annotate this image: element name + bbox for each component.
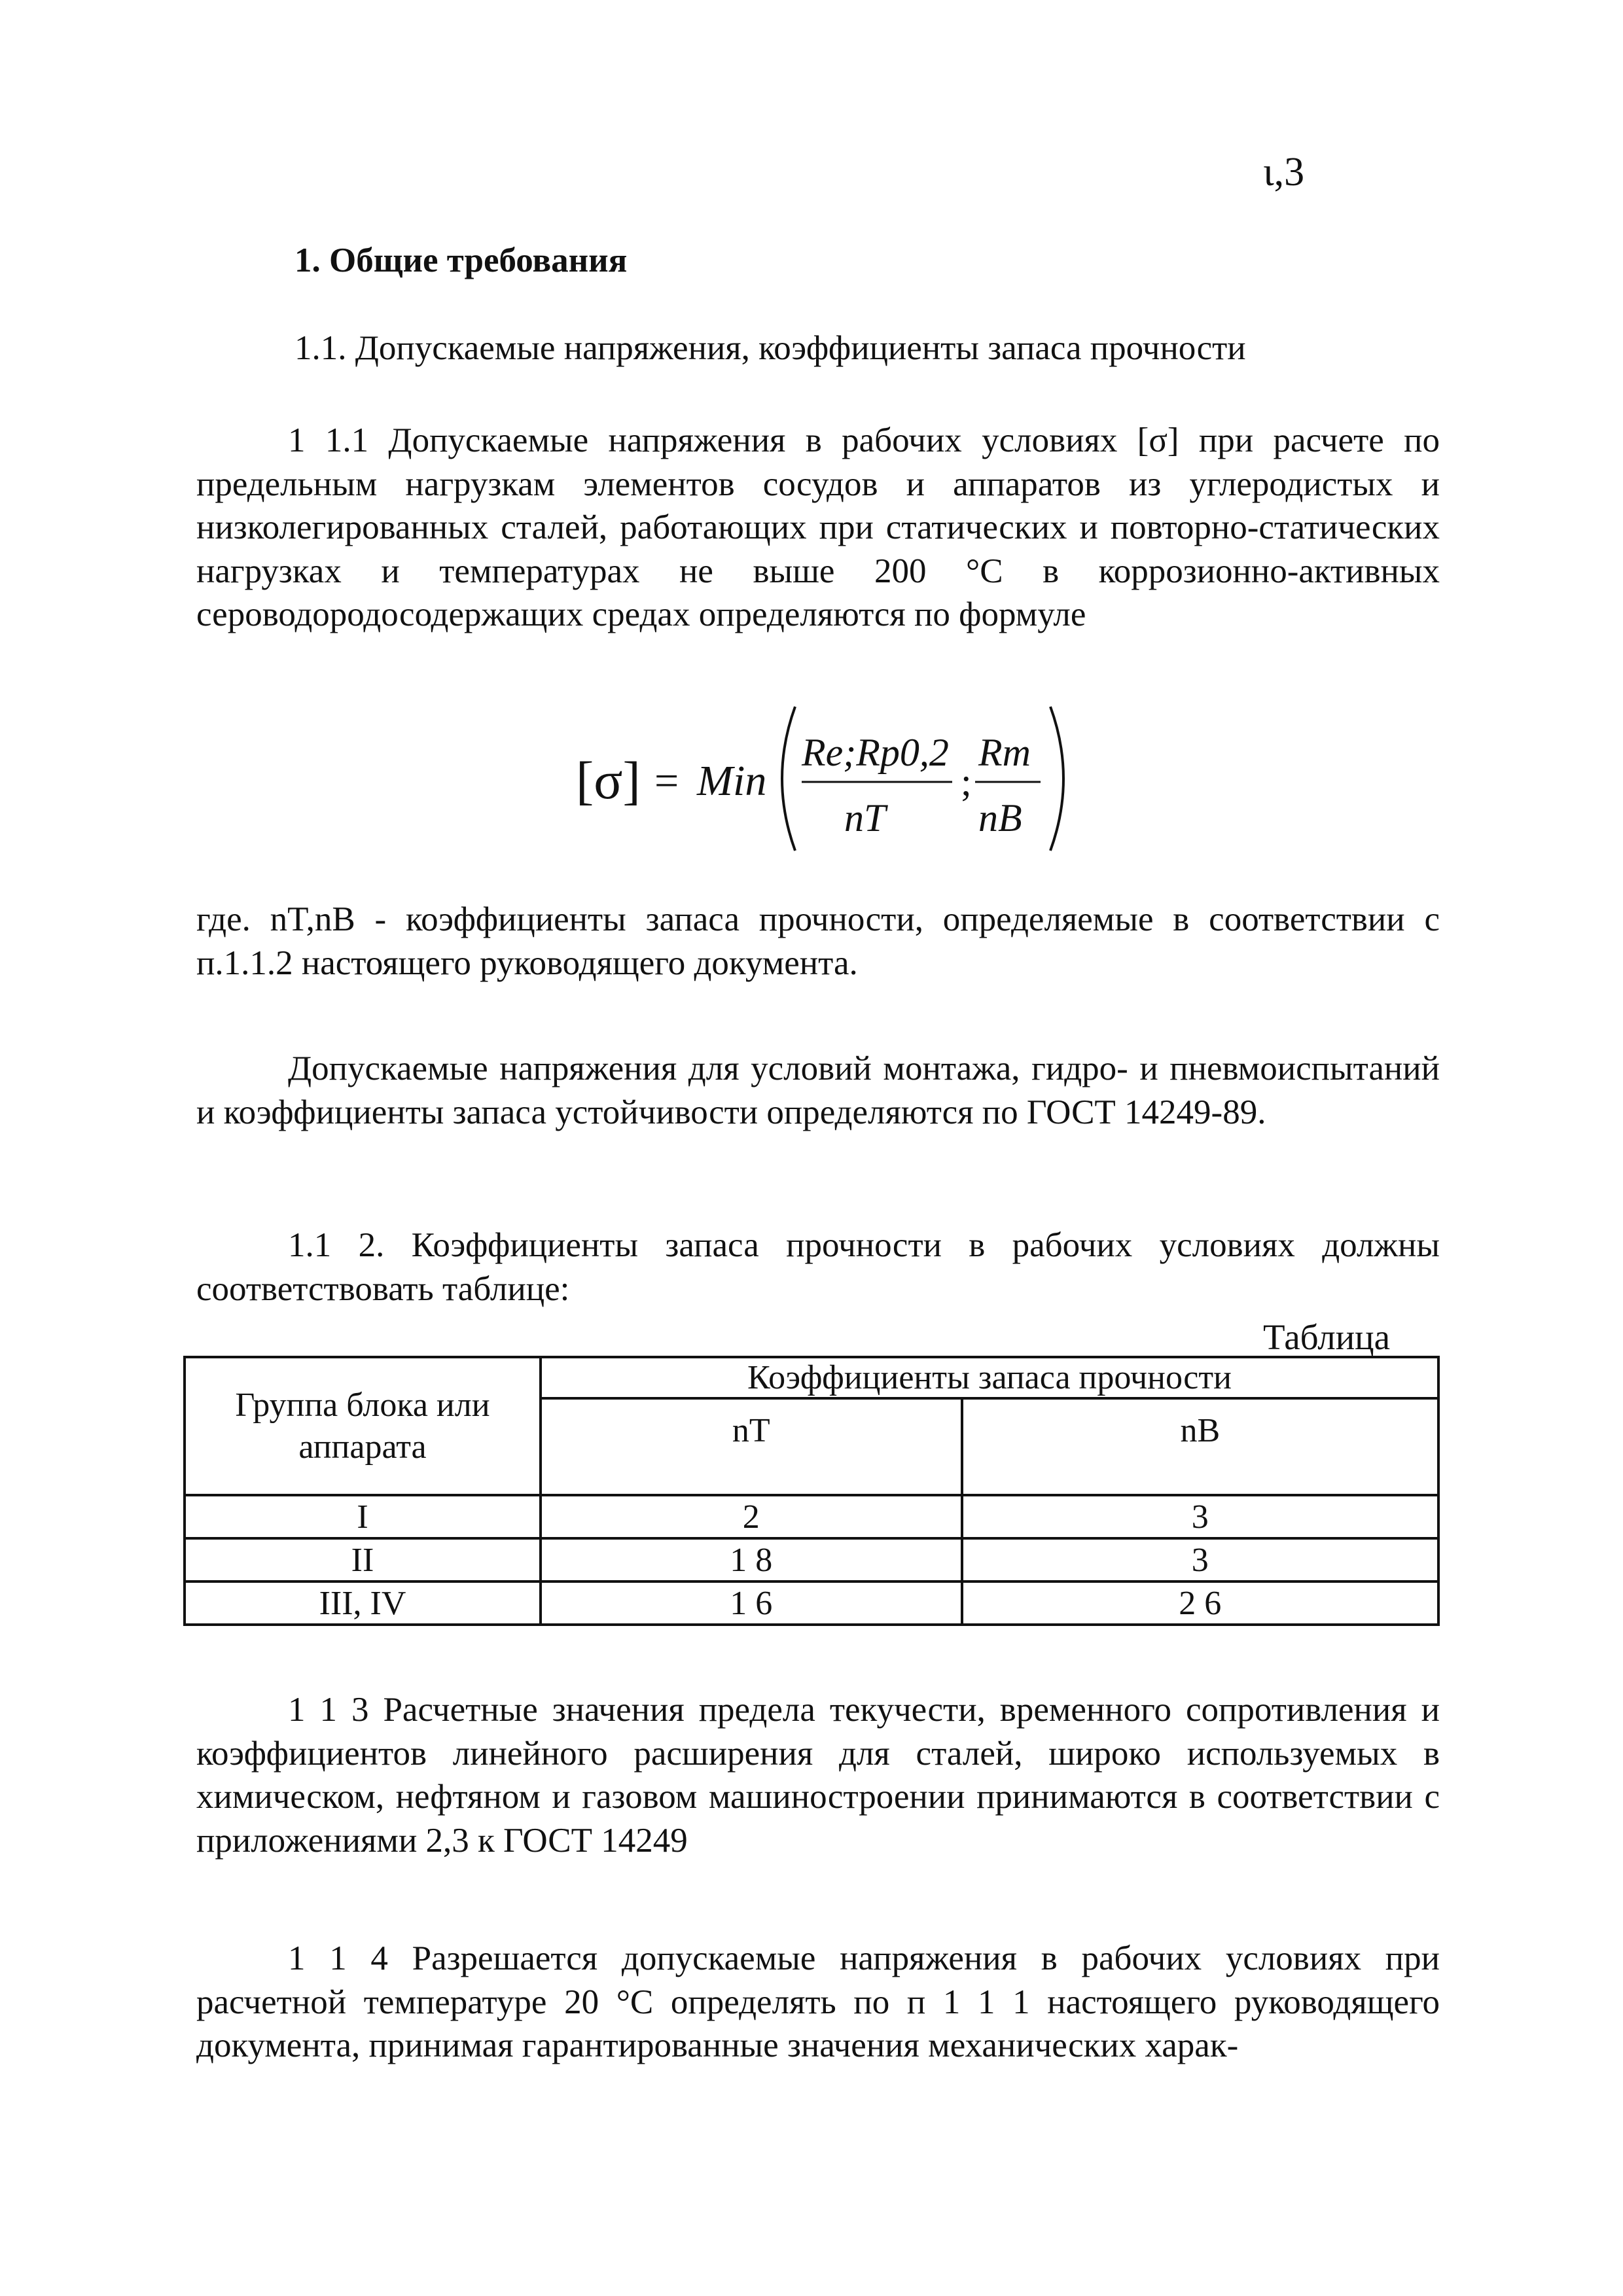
table-header-nt (541, 1398, 962, 1495)
table-cell-nt: 1 8 (541, 1538, 962, 1581)
table-row (185, 1581, 1438, 1625)
section-heading: 1. Общие требования (294, 241, 628, 279)
table-cell-group: II (185, 1538, 541, 1581)
allowable-stress-formula (576, 690, 1086, 867)
nt-symbol: nT (732, 1412, 770, 1449)
table-header-coefficients: Коэффициенты запаса прочности (541, 1357, 1438, 1398)
paragraph-1-1-4-text: 1 1 4 Разрешается допускаемые напряжения в рабочих условиях при расчетной температуре 20 °С определять по п 1 1 1 настоящего руководящего документа, принимая гарантированные значения механических харак- (196, 1939, 1440, 2064)
formula-fn: Min (697, 757, 767, 805)
paragraph-1-1-1 (196, 419, 1440, 637)
table-header-nb (962, 1398, 1438, 1495)
table-cell-nb: 3 (962, 1495, 1438, 1538)
paragraph-mounting (196, 1047, 1440, 1134)
paragraph-mounting-text: Допускаемые напряжения для условий монтажа, гидро- и пневмоиспытаний и коэффициенты запаса устойчивости определяются по ГОСТ 14249-89. (196, 1050, 1440, 1131)
paragraph-1-1-3 (196, 1688, 1440, 1862)
formula-num1: Re;Rp0,2 (802, 731, 949, 774)
table-caption: Таблица (1263, 1317, 1390, 1357)
table-row (185, 1495, 1438, 1538)
table-header-group: Группа блока или аппарата (185, 1357, 541, 1495)
formula-eq: = (654, 757, 679, 805)
table-cell-nb: 3 (962, 1538, 1438, 1581)
formula-den2: nB (978, 796, 1022, 839)
formula-right-paren (1050, 707, 1063, 851)
table-cell-group: III, IV (185, 1581, 541, 1625)
formula-den1: nT (844, 796, 886, 839)
table-row (185, 1538, 1438, 1581)
formula-num2: Rm (978, 731, 1031, 774)
formula-lhs: [σ] (576, 751, 641, 810)
table-cell-nt: 2 (541, 1495, 962, 1538)
subsection-heading: 1.1. Допускаемые напряжения, коэффициенты запаса прочности (294, 329, 1246, 367)
paragraph-1-1-4 (196, 1937, 1440, 2068)
where-clause: где. nT,nB - коэффициенты запаса прочности, определяемые в соответствии с п.1.1.2 настоящего руководящего документа. (196, 900, 1440, 982)
safety-factor-table (183, 1356, 1440, 1626)
paragraph-1-1-3-text: 1 1 3 Расчетные значения предела текучести, временного сопротивления и коэффициентов линейного расширения для сталей, широко используемых в химическом, нефтяном и газовом машиностроении принимаются в соответствии с приложениями 2,3 к ГОСТ 14249 (196, 1691, 1440, 1860)
table-cell-nb: 2 6 (962, 1581, 1438, 1625)
page-number: ι,3 (1263, 150, 1305, 194)
formula-sep: ; (961, 760, 972, 804)
nb-symbol: nB (1180, 1412, 1221, 1449)
formula-left-paren (782, 707, 795, 851)
table-cell-group: I (185, 1495, 541, 1538)
paragraph-1-1-2 (196, 1224, 1440, 1311)
paragraph-1-1-2-text: 1.1 2. Коэффициенты запаса прочности в рабочих условиях должны соответствовать таблице: (196, 1226, 1440, 1308)
table-header-row-1 (185, 1357, 1438, 1398)
paragraph-1-1-1-text: 1 1.1 Допускаемые напряжения в рабочих условиях [σ] при расчете по предельным нагрузкам элементов сосудов и аппаратов из углеродистых и низколегированных сталей, работающих при статических и повторно-статических нагрузках и температурах не выше 200 °С в коррозионно-активных сероводородосодержащих средах определяются по формуле (196, 421, 1440, 633)
table-cell-nt: 1 6 (541, 1581, 962, 1625)
